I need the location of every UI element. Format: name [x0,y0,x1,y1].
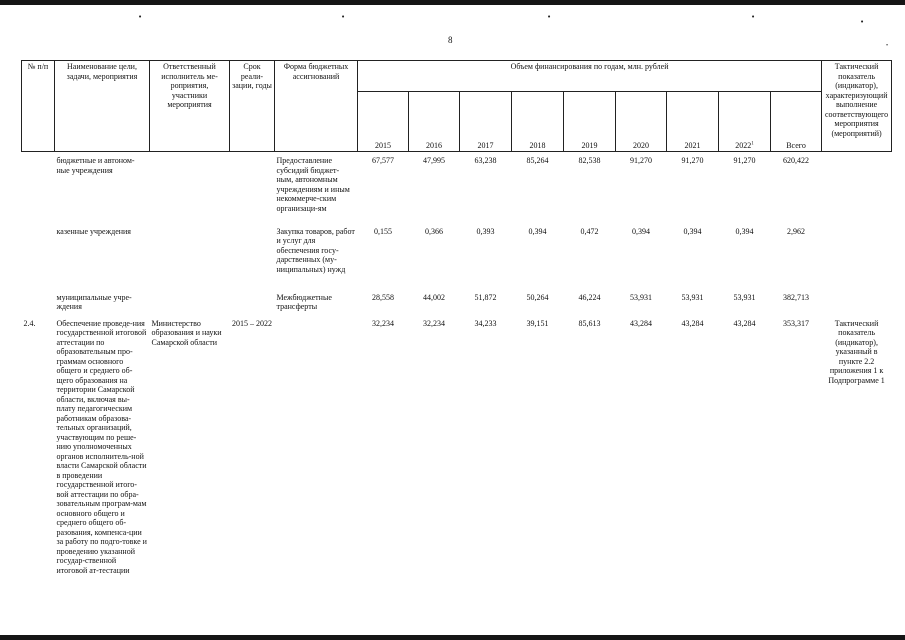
header-year: 2021 [667,92,719,152]
row-total: 2,962 [787,226,806,236]
row-value: 53,931 [630,292,652,302]
header-financing: Объем финансирования по годам, млн. рублей [358,61,822,92]
table-row [22,318,892,577]
row-value: 0,366 [425,226,443,236]
row-value: 43,284 [681,318,704,328]
row-num [22,292,55,318]
row-value: 32,234 [423,318,445,328]
row-value: 0,155 [374,226,392,236]
row-value: 43,284 [630,318,652,328]
row-value: 85,264 [526,156,549,165]
header-indicator: Тактический показатель (индикатор), характеризующий выполнение соответствующего мероприятия (мероприятий) [822,61,892,152]
row-value: 0,394 [735,226,754,236]
header-form: Форма бюджетных ассигнований [275,61,358,152]
row-responsible [150,226,230,292]
row-total: 353,317 [783,318,810,328]
financing-table [21,60,892,576]
row-responsible: Министерство образования и науки Самарской области [151,318,222,347]
row-value: 32,234 [372,318,394,328]
row-indicator: Тактический показатель (индикатор), указанный в пункте 2.2 приложения 1 к Подпрограмме 1 [828,318,885,385]
row-value: 91,270 [630,156,652,165]
row-name: казенные учреждения [56,226,131,236]
header-mark: • [138,13,143,21]
top-scan-border [0,0,905,5]
row-name: бюджетные и автоном-ные учреждения [56,156,135,175]
row-value: 51,872 [474,292,497,302]
header-mark: • [860,18,865,26]
page-number: 8 [448,35,453,45]
header-mark: • [751,13,756,21]
header-year: 2020 [616,92,667,152]
row-value: 53,931 [733,292,756,302]
row-responsible [150,152,230,226]
header-year: 2017 [460,92,512,152]
row-value: 43,284 [733,318,756,328]
year-label: 2022 [735,140,752,150]
header-year-2022 [719,92,771,152]
row-form: Предоставление субсидий бюджет-ным, автономным учреждениям и иным некоммерче-ским организаци-ям [276,156,350,213]
row-value: 0,394 [528,226,547,236]
row-value: 39,151 [526,318,549,328]
header-total: Всего [771,92,822,152]
row-value: 28,558 [372,292,394,302]
row-value: 50,264 [526,292,549,302]
row-num [22,152,55,226]
table-row [22,292,892,318]
row-form [275,318,358,577]
row-total: 620,422 [783,156,810,165]
header-mark: • [341,13,346,21]
row-value: 53,931 [681,292,704,302]
bottom-scan-border [0,635,905,640]
row-term: 2015 – 2022 [232,318,272,328]
row-term [230,226,275,292]
row-value: 44,002 [423,292,445,302]
row-indicator [822,152,892,226]
header-year: 2015 [358,92,409,152]
header-num: № п/п [22,61,55,152]
row-term [230,292,275,318]
row-value: 67,577 [372,156,394,165]
row-value: 91,270 [733,156,756,165]
table-row [22,152,892,226]
row-value: 63,238 [474,156,497,165]
footnote-mark: 1 [751,140,754,146]
row-total: 382,713 [783,292,810,302]
row-form: Закупка товаров, работ и услуг для обеспечения госу-дарственных (му-ниципальных) нужд [276,226,355,274]
row-name: Обеспечение проведе-ния государственной итоговой аттестации по образовательным про-граммам основного общего и среднего об-щего образования на территории Самарской области, включая вы-плату педагогическим работникам образова-тельных организаций, участвующим по реше-нию уполномоченных органов исполнитель-ной власти Самарской области в проведении государственной итого-вой аттестации по обра-зовательным програм-мам основного общего и среднего общего об-разования, компенса-ции за работу по подго-товке и проведению указанной государ-ственной итоговой ат-тестации [56,318,147,575]
header-name: Наименование цели, задачи, мероприятия [55,61,150,152]
row-value: 85,613 [578,318,601,328]
row-value: 0,394 [683,226,702,236]
table-row [22,226,892,292]
row-num [22,226,55,292]
row-value: 0,393 [476,226,495,236]
header-year: 2016 [409,92,460,152]
header-mark: • [547,13,552,21]
row-num: 2.4. [23,318,36,328]
row-value: 46,224 [578,292,601,302]
row-value: 91,270 [681,156,704,165]
row-indicator [822,292,892,318]
row-value: 82,538 [578,156,601,165]
row-form: Межбюджетные трансферты [276,292,332,311]
row-responsible [150,292,230,318]
row-term [230,152,275,226]
row-indicator [822,226,892,292]
row-value: 47,995 [423,156,445,165]
row-name: муниципальные учре-ждения [56,292,132,311]
row-value: 0,472 [580,226,599,236]
row-value: 0,394 [632,226,650,236]
header-year: 2018 [512,92,564,152]
header-year: 2019 [564,92,616,152]
row-value: 34,233 [474,318,497,328]
header-term: Срок реали-зации, годы [230,61,275,152]
header-responsible: Ответственный исполнитель ме-роприятия, участники мероприятия [150,61,230,152]
scan-speck: • [886,43,889,49]
